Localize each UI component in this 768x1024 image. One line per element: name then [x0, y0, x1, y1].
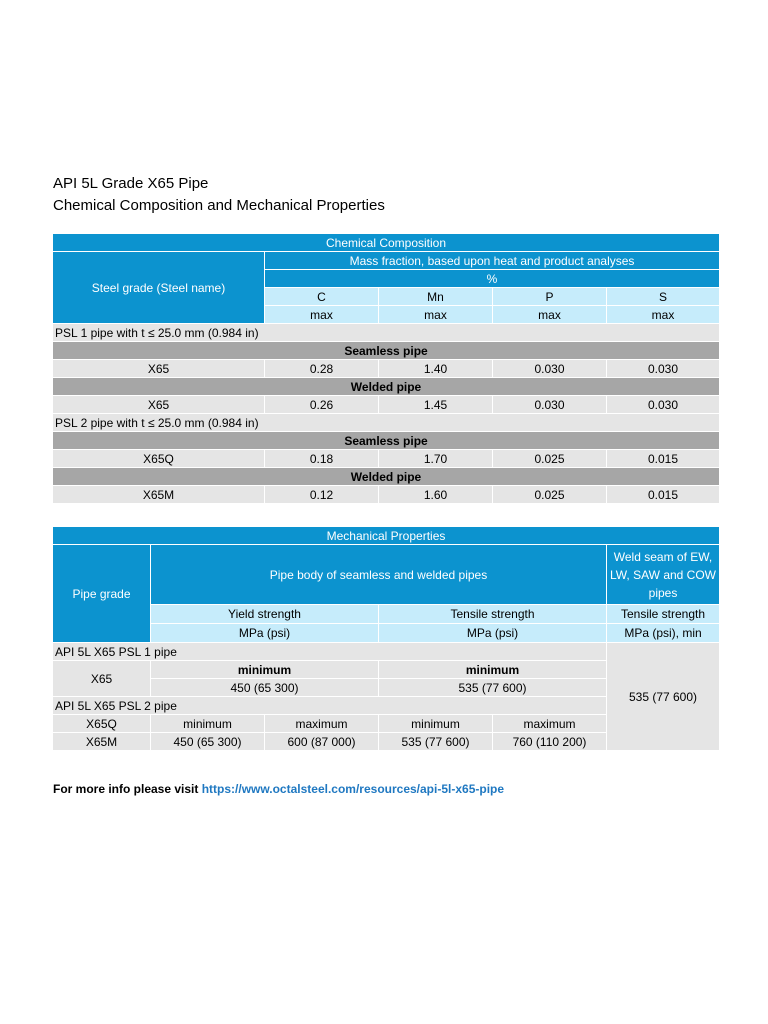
value-cell: 0.28 [265, 360, 379, 378]
pipe-body-header: Pipe body of seamless and welded pipes [151, 545, 607, 605]
grade-cell: X65Q [53, 450, 265, 468]
tensile-strength-header: Tensile strength [379, 605, 607, 624]
value-cell: 0.18 [265, 450, 379, 468]
psl1-tensile-min-value: 535 (77 600) [379, 679, 607, 697]
footer-link[interactable]: https://www.octalsteel.com/resources/api-5l-x65-pipe [201, 782, 505, 796]
value-cell: 0.025 [493, 450, 607, 468]
value-cell: 1.40 [379, 360, 493, 378]
psl1-section-label: API 5L X65 PSL 1 pipe [53, 643, 607, 661]
welded-subheader: Welded pipe [53, 468, 720, 486]
grade-cell: X65 [53, 396, 265, 414]
grade-cell: X65M [53, 486, 265, 504]
weld-seam-header: Weld seam of EW, LW, SAW and COW pipes [607, 545, 720, 605]
element-header-s: S [607, 288, 720, 306]
document-title [53, 173, 385, 217]
title-line-2: Chemical Composition and Mechanical Properties [53, 197, 385, 214]
value-cell: 0.030 [607, 396, 720, 414]
value-cell: 0.030 [493, 360, 607, 378]
chemical-composition-table [52, 233, 720, 504]
yield-maximum-label: maximum [265, 715, 379, 733]
table-row [53, 486, 720, 504]
tensile-minimum-label: minimum [379, 661, 607, 679]
limit-header: max [265, 306, 379, 324]
yield-minimum-label: minimum [151, 661, 379, 679]
tensile-unit-header: MPa (psi) [379, 624, 607, 643]
value-cell: 1.70 [379, 450, 493, 468]
footer-note [53, 782, 504, 796]
value-cell: 0.030 [607, 360, 720, 378]
grade-cell: X65 [53, 360, 265, 378]
psl1-yield-min-value: 450 (65 300) [151, 679, 379, 697]
psl2-tensile-max-value: 760 (110 200) [493, 733, 607, 751]
welded-subheader: Welded pipe [53, 378, 720, 396]
value-cell: 0.015 [607, 486, 720, 504]
mechanical-properties-table [52, 526, 720, 751]
tensile-minimum-label: minimum [379, 715, 493, 733]
weld-unit-header: MPa (psi), min [607, 624, 720, 643]
value-cell: 0.025 [493, 486, 607, 504]
mech-heading: Mechanical Properties [53, 527, 720, 545]
percent-header: % [265, 270, 720, 288]
element-header-mn: Mn [379, 288, 493, 306]
value-cell: 0.12 [265, 486, 379, 504]
yield-minimum-label: minimum [151, 715, 265, 733]
yield-strength-header: Yield strength [151, 605, 379, 624]
limit-header: max [379, 306, 493, 324]
seamless-subheader: Seamless pipe [53, 432, 720, 450]
element-header-p: P [493, 288, 607, 306]
value-cell: 1.45 [379, 396, 493, 414]
psl2-section-label: PSL 2 pipe with t ≤ 25.0 mm (0.984 in) [53, 414, 720, 432]
pipe-grade-header: Pipe grade [53, 545, 151, 643]
value-cell: 0.030 [493, 396, 607, 414]
footer-text: For more info please visit [53, 782, 199, 796]
value-cell: 0.015 [607, 450, 720, 468]
seamless-subheader: Seamless pipe [53, 342, 720, 360]
psl1-grade-cell: X65 [53, 661, 151, 697]
psl1-section-label: PSL 1 pipe with t ≤ 25.0 mm (0.984 in) [53, 324, 720, 342]
psl2-yield-min-value: 450 (65 300) [151, 733, 265, 751]
value-cell: 0.26 [265, 396, 379, 414]
table-row [53, 396, 720, 414]
weld-tensile-header: Tensile strength [607, 605, 720, 624]
limit-header: max [493, 306, 607, 324]
table-row [53, 360, 720, 378]
mass-fraction-header: Mass fraction, based upon heat and product analyses [265, 252, 720, 270]
value-cell: 1.60 [379, 486, 493, 504]
chem-heading: Chemical Composition [53, 234, 720, 252]
element-header-c: C [265, 288, 379, 306]
title-line-1: API 5L Grade X65 Pipe [53, 175, 209, 192]
psl2-section-label: API 5L X65 PSL 2 pipe [53, 697, 607, 715]
psl2-yield-max-value: 600 (87 000) [265, 733, 379, 751]
psl2-tensile-min-value: 535 (77 600) [379, 733, 493, 751]
limit-header: max [607, 306, 720, 324]
weld-tensile-value: 535 (77 600) [607, 643, 720, 751]
psl2-grade-cell: X65Q [53, 715, 151, 733]
tensile-maximum-label: maximum [493, 715, 607, 733]
psl2-grade-cell: X65M [53, 733, 151, 751]
yield-unit-header: MPa (psi) [151, 624, 379, 643]
steel-grade-header: Steel grade (Steel name) [53, 252, 265, 324]
table-row [53, 450, 720, 468]
